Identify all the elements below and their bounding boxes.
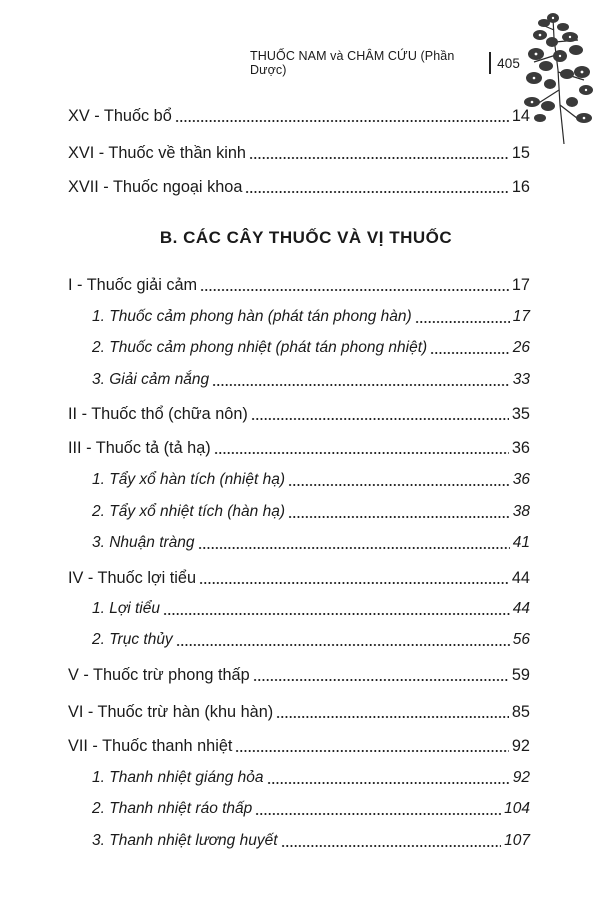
toc-subentry[interactable] <box>92 628 530 652</box>
toc-entry-title: 3. Nhuận tràng <box>92 534 195 551</box>
toc-entry-page: 36 <box>511 439 530 457</box>
toc-subentry[interactable] <box>92 336 530 360</box>
toc-entry[interactable] <box>68 402 530 426</box>
toc-entry[interactable] <box>68 700 530 724</box>
header-divider <box>489 52 491 74</box>
dot-leader <box>288 516 510 518</box>
dot-leader <box>415 321 510 323</box>
toc-entry-title: 1. Tẩy xổ hàn tích (nhiệt hạ) <box>92 471 285 488</box>
dot-leader <box>281 845 502 847</box>
dot-leader <box>212 384 510 386</box>
dot-leader <box>430 352 510 354</box>
herb-plant-icon <box>520 10 602 145</box>
dot-leader <box>214 452 509 454</box>
toc-entry-page: 59 <box>511 666 530 684</box>
dot-leader <box>198 547 510 549</box>
dot-leader <box>249 157 509 159</box>
toc-entry[interactable] <box>68 734 530 758</box>
toc-entry-title: XVII - Thuốc ngoại khoa <box>68 178 243 196</box>
toc-entry-page: 44 <box>512 600 530 617</box>
toc-entry-title: VI - Thuốc trừ hàn (khu hàn) <box>68 703 274 721</box>
toc-entry-title: 2. Trục thủy <box>92 631 173 648</box>
toc-entry-title: I - Thuốc giải cảm <box>68 276 198 294</box>
toc-subentry[interactable] <box>92 531 530 555</box>
dot-leader <box>267 782 510 784</box>
dot-leader <box>253 679 509 681</box>
toc-entry-title: 2. Thanh nhiệt ráo thấp <box>92 800 253 817</box>
toc-entry[interactable] <box>68 436 530 460</box>
toc-entry-title: V - Thuốc trừ phong thấp <box>68 666 250 684</box>
toc-entry-title: 2. Tẩy xổ nhiệt tích (hàn hạ) <box>92 503 285 520</box>
dot-leader <box>288 484 510 486</box>
toc-entry-page: 17 <box>511 276 530 294</box>
toc-entry[interactable] <box>68 663 530 687</box>
header-title: THUỐC NAM và CHÂM CỨU (Phần Dược) <box>250 49 455 77</box>
toc-entry-title: 1. Lợi tiểu <box>92 600 160 617</box>
dot-leader <box>276 716 509 718</box>
toc-entry-title: III - Thuốc tả (tả hạ) <box>68 439 211 457</box>
toc-entry-title: 1. Thuốc cảm phong hàn (phát tán phong hàn) <box>92 308 412 325</box>
toc-entry[interactable] <box>68 104 530 128</box>
toc-entry-title: II - Thuốc thổ (chữa nôn) <box>68 405 248 423</box>
dot-leader <box>251 418 509 420</box>
toc-entry-page: 44 <box>511 569 530 587</box>
toc-entry-title: 3. Thanh nhiệt lương huyết <box>92 832 278 849</box>
toc-subentry[interactable] <box>92 797 530 821</box>
toc-entry-page: 104 <box>504 800 530 817</box>
toc-subentry[interactable] <box>92 368 530 392</box>
toc-entry-title: IV - Thuốc lợi tiểu <box>68 569 197 587</box>
toc-entry-title: VII - Thuốc thanh nhiệt <box>68 737 233 755</box>
toc-subentry[interactable] <box>92 500 530 524</box>
toc-entry-page: 92 <box>512 769 530 786</box>
toc-entry-page: 85 <box>511 703 530 721</box>
toc-entry-page: 15 <box>511 144 530 162</box>
header-page-number: 405 <box>497 55 520 71</box>
toc-entry-title: 1. Thanh nhiệt giáng hỏa <box>92 769 264 786</box>
toc-entry[interactable] <box>68 566 530 590</box>
toc-subentry[interactable] <box>92 305 530 329</box>
toc-subentry[interactable] <box>92 468 530 492</box>
running-header <box>250 50 520 76</box>
toc-subentry[interactable] <box>92 766 530 790</box>
toc-entry-title: XVI - Thuốc về thần kinh <box>68 144 246 162</box>
toc-entry-page: 35 <box>511 405 530 423</box>
toc-entry-page: 14 <box>511 107 530 125</box>
dot-leader <box>175 120 509 122</box>
dot-leader <box>176 644 510 646</box>
toc-entry[interactable] <box>68 273 530 297</box>
toc-entry-page: 17 <box>512 308 530 325</box>
dot-leader <box>200 289 509 291</box>
toc-entry-title: XV - Thuốc bổ <box>68 107 172 125</box>
toc-entry-page: 107 <box>504 832 530 849</box>
toc-entry-page: 33 <box>512 371 530 388</box>
toc-entry[interactable] <box>68 141 530 165</box>
toc-entry-page: 41 <box>512 534 530 551</box>
toc-subentry[interactable] <box>92 829 530 853</box>
dot-leader <box>235 750 508 752</box>
toc-entry-page: 16 <box>511 178 530 196</box>
toc-subentry[interactable] <box>92 597 530 621</box>
dot-leader <box>255 813 501 815</box>
dot-leader <box>199 582 509 584</box>
toc-entry[interactable] <box>68 175 530 199</box>
toc-entry-title: 3. Giải cảm nắng <box>92 371 210 388</box>
toc-entry-page: 38 <box>512 503 530 520</box>
toc-entry-page: 56 <box>512 631 530 648</box>
toc-entry-page: 92 <box>511 737 530 755</box>
section-heading: B. CÁC CÂY THUỐC VÀ VỊ THUỐC <box>159 228 453 247</box>
toc-entry-page: 36 <box>512 471 530 488</box>
dot-leader <box>245 191 508 193</box>
toc-entry-page: 26 <box>512 339 530 356</box>
dot-leader <box>163 613 510 615</box>
toc-entry-title: 2. Thuốc cảm phong nhiệt (phát tán phong nhiệt) <box>92 339 428 356</box>
